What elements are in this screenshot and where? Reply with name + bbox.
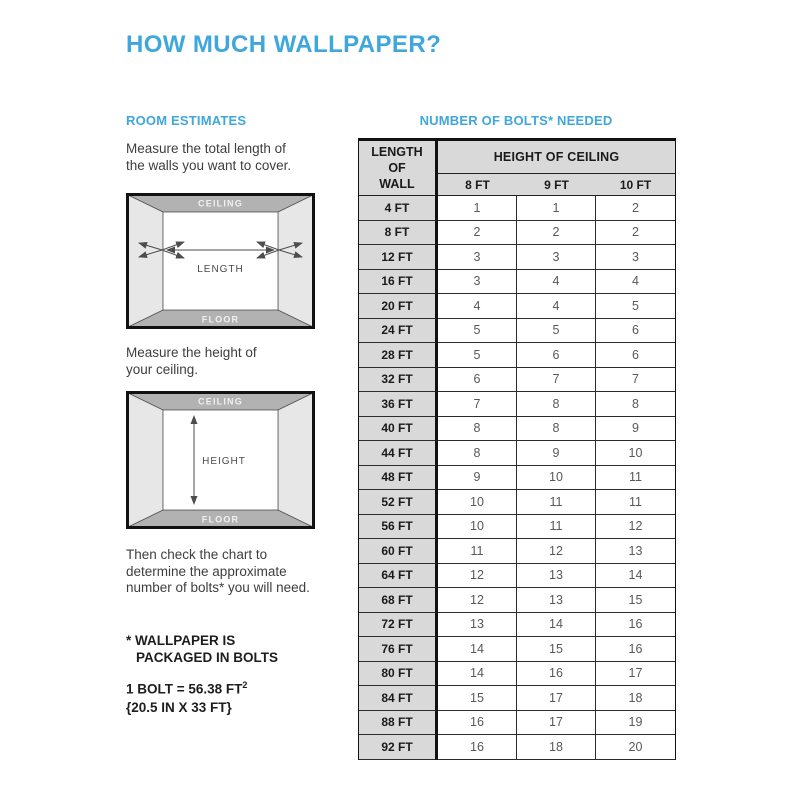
- room-estimates-heading: ROOM ESTIMATES: [126, 113, 247, 128]
- bolts-9ft-cell: 2: [517, 221, 596, 246]
- bolts-8ft-cell: 8: [438, 417, 517, 442]
- room-height-diagram: [126, 391, 315, 529]
- bolts-9ft-cell: 11: [517, 490, 596, 515]
- bolts-10ft-cell: 3: [596, 245, 675, 270]
- floor-label: FLOOR: [201, 314, 240, 325]
- bolts-9ft-cell: 7: [517, 368, 596, 393]
- bolts-8ft-cell: 9: [438, 466, 517, 491]
- bolts-10ft-cell: 14: [596, 564, 675, 589]
- bolts-8ft-cell: 10: [438, 490, 517, 515]
- room-length-diagram: [126, 193, 315, 329]
- wall-length-cell: 76 FT: [359, 637, 438, 662]
- bolts-8ft-cell: 11: [438, 539, 517, 564]
- wall-length-cell: 40 FT: [359, 417, 438, 442]
- bolts-8ft-cell: 6: [438, 368, 517, 393]
- instruction-length-line2: the walls you want to cover.: [126, 157, 292, 173]
- bolts-8ft-cell: 3: [438, 245, 517, 270]
- squared-superscript: 2: [242, 680, 248, 690]
- bolts-needed-heading: NUMBER OF BOLTS* NEEDED: [419, 113, 613, 128]
- bolts-10ft-cell: 19: [596, 711, 675, 736]
- bolt-dimensions: {20.5 IN X 33 FT}: [126, 699, 232, 715]
- bolts-9ft-cell: 3: [517, 245, 596, 270]
- wall-length-cell: 56 FT: [359, 515, 438, 540]
- bolts-8ft-cell: 12: [438, 564, 517, 589]
- left-wall-panel: [128, 393, 163, 527]
- bolts-8ft-cell: 8: [438, 441, 517, 466]
- bolts-8ft-cell: 16: [438, 735, 517, 760]
- bolts-8ft-cell: 10: [438, 515, 517, 540]
- wall-length-cell: 12 FT: [359, 245, 438, 270]
- bolts-9ft-cell: 5: [517, 319, 596, 344]
- wall-length-cell: 60 FT: [359, 539, 438, 564]
- wall-length-cell: 84 FT: [359, 686, 438, 711]
- bolts-10ft-cell: 2: [596, 196, 675, 221]
- bolts-10ft-cell: 15: [596, 588, 675, 613]
- wall-length-cell: 44 FT: [359, 441, 438, 466]
- bolts-8ft-cell: 14: [438, 662, 517, 687]
- bolts-table: [358, 138, 676, 760]
- bolts-10ft-cell: 8: [596, 392, 675, 417]
- height-label: HEIGHT: [202, 456, 246, 467]
- bolts-9ft-cell: 8: [517, 392, 596, 417]
- ceiling-10ft-header: 10 FT: [596, 174, 675, 196]
- bolts-8ft-cell: 14: [438, 637, 517, 662]
- bolts-9ft-cell: 13: [517, 588, 596, 613]
- bolts-10ft-cell: 4: [596, 270, 675, 295]
- ceiling-height-header: HEIGHT OF CEILING: [438, 141, 675, 174]
- wall-length-cell: 92 FT: [359, 735, 438, 760]
- bolts-10ft-cell: 16: [596, 637, 675, 662]
- instruction-height: [126, 345, 257, 378]
- bolts-9ft-cell: 4: [517, 270, 596, 295]
- floor-label: FLOOR: [201, 514, 240, 525]
- wall-length-cell: 48 FT: [359, 466, 438, 491]
- wall-length-cell: 32 FT: [359, 368, 438, 393]
- bolts-9ft-cell: 11: [517, 515, 596, 540]
- instruction-chart-line2: determine the approximate: [126, 563, 287, 579]
- bolts-9ft-cell: 1: [517, 196, 596, 221]
- length-label: LENGTH: [197, 264, 244, 275]
- wall-length-cell: 36 FT: [359, 392, 438, 417]
- bolts-8ft-cell: 13: [438, 613, 517, 638]
- instruction-height-line2: your ceiling.: [126, 361, 199, 377]
- bolts-9ft-cell: 9: [517, 441, 596, 466]
- bolts-10ft-cell: 13: [596, 539, 675, 564]
- wall-length-cell: 64 FT: [359, 564, 438, 589]
- right-wall-panel: [278, 393, 313, 527]
- bolts-8ft-cell: 15: [438, 686, 517, 711]
- bolts-9ft-cell: 15: [517, 637, 596, 662]
- wall-length-cell: 68 FT: [359, 588, 438, 613]
- bolts-footnote-line2: PACKAGED IN BOLTS: [136, 650, 279, 665]
- bolts-8ft-cell: 2: [438, 221, 517, 246]
- bolts-10ft-cell: 2: [596, 221, 675, 246]
- bolts-10ft-cell: 12: [596, 515, 675, 540]
- bolts-8ft-cell: 5: [438, 343, 517, 368]
- bolts-10ft-cell: 9: [596, 417, 675, 442]
- bolts-footnote: [126, 632, 278, 666]
- wall-length-cell: 4 FT: [359, 196, 438, 221]
- bolts-10ft-cell: 11: [596, 466, 675, 491]
- wall-length-cell: 72 FT: [359, 613, 438, 638]
- wall-length-cell: 24 FT: [359, 319, 438, 344]
- bolts-9ft-cell: 16: [517, 662, 596, 687]
- instruction-chart: [126, 547, 310, 597]
- wall-length-cell: 8 FT: [359, 221, 438, 246]
- bolts-9ft-cell: 14: [517, 613, 596, 638]
- bolt-size-info: [126, 676, 247, 717]
- bolts-9ft-cell: 6: [517, 343, 596, 368]
- bolts-9ft-cell: 4: [517, 294, 596, 319]
- bolts-10ft-cell: 20: [596, 735, 675, 760]
- bolts-8ft-cell: 1: [438, 196, 517, 221]
- ceiling-8ft-header: 8 FT: [438, 174, 517, 196]
- wall-length-cell: 20 FT: [359, 294, 438, 319]
- wall-length-column-header: LENGTH OF WALL: [359, 141, 438, 196]
- bolts-8ft-cell: 3: [438, 270, 517, 295]
- bolts-10ft-cell: 16: [596, 613, 675, 638]
- instruction-chart-line3: number of bolts* you will need.: [126, 580, 310, 595]
- instruction-length: [126, 141, 291, 174]
- bolts-10ft-cell: 10: [596, 441, 675, 466]
- bolts-10ft-cell: 5: [596, 294, 675, 319]
- bolts-9ft-cell: 8: [517, 417, 596, 442]
- bolts-8ft-cell: 4: [438, 294, 517, 319]
- right-wall-panel: [278, 195, 313, 327]
- bolts-9ft-cell: 10: [517, 466, 596, 491]
- bolts-9ft-cell: 18: [517, 735, 596, 760]
- bolts-8ft-cell: 5: [438, 319, 517, 344]
- bolts-10ft-cell: 6: [596, 343, 675, 368]
- bolts-10ft-cell: 17: [596, 662, 675, 687]
- bolts-10ft-cell: 18: [596, 686, 675, 711]
- bolts-8ft-cell: 7: [438, 392, 517, 417]
- back-wall-panel: [163, 212, 278, 310]
- wall-length-cell: 88 FT: [359, 711, 438, 736]
- bolts-10ft-cell: 7: [596, 368, 675, 393]
- wall-length-cell: 28 FT: [359, 343, 438, 368]
- wall-length-cell: 80 FT: [359, 662, 438, 687]
- bolts-10ft-cell: 11: [596, 490, 675, 515]
- instruction-height-line1: Measure the height of: [126, 345, 257, 360]
- bolts-footnote-line1: * WALLPAPER IS: [126, 633, 236, 648]
- bolts-10ft-cell: 6: [596, 319, 675, 344]
- bolts-9ft-cell: 17: [517, 686, 596, 711]
- ceiling-label: CEILING: [198, 198, 243, 209]
- bolt-equation: 1 BOLT = 56.38 $FT^2$: [126, 680, 248, 697]
- wall-length-cell: 52 FT: [359, 490, 438, 515]
- bolts-8ft-cell: 16: [438, 711, 517, 736]
- bolts-9ft-cell: 13: [517, 564, 596, 589]
- left-wall-panel: [128, 195, 163, 327]
- bolts-9ft-cell: 17: [517, 711, 596, 736]
- instruction-chart-line1: Then check the chart to: [126, 547, 268, 562]
- bolts-8ft-cell: 12: [438, 588, 517, 613]
- bolts-9ft-cell: 12: [517, 539, 596, 564]
- page-title: HOW MUCH WALLPAPER?: [126, 31, 442, 58]
- ceiling-label: CEILING: [198, 396, 243, 407]
- instruction-length-line1: Measure the total length of: [126, 141, 286, 156]
- wall-length-cell: 16 FT: [359, 270, 438, 295]
- ceiling-9ft-header: 9 FT: [517, 174, 596, 196]
